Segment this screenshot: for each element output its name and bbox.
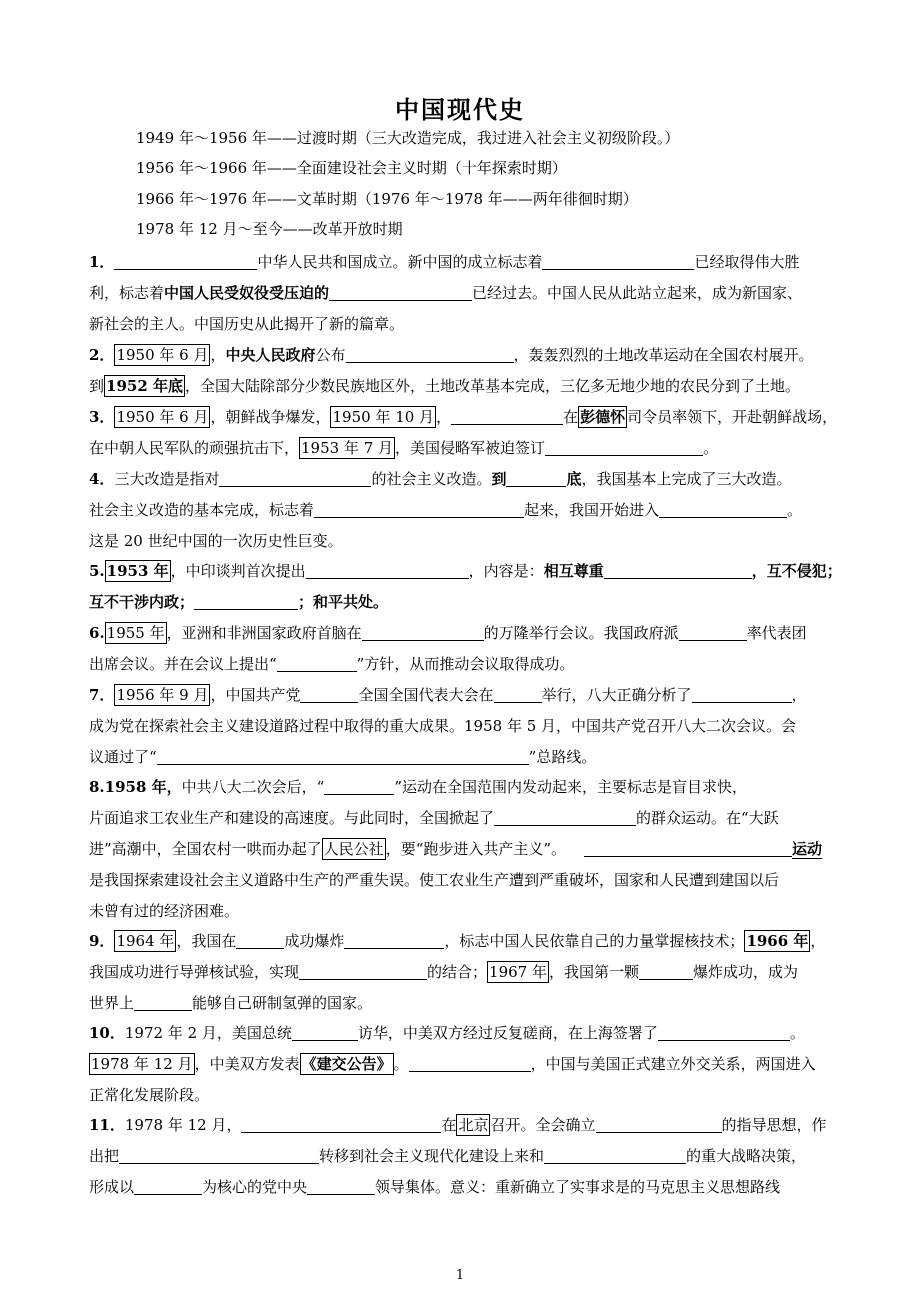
- q2-text: 公布: [315, 346, 346, 364]
- q11-text: 召开。全会确立: [490, 1116, 596, 1134]
- question-2: [89, 340, 849, 402]
- q8-text: 的群众运动。在“大跃: [636, 809, 779, 827]
- q8-bold-text: 运动: [792, 840, 823, 858]
- q11-text: 形成以: [89, 1178, 135, 1196]
- q1-blank-2[interactable]: [542, 252, 694, 270]
- q4-text: 社会主义改造的基本完成，标志着: [89, 501, 315, 519]
- q9-text: ，标志中国人民依靠自己的力量掌握核技术；: [444, 932, 745, 950]
- q5-bold-text: 相互尊重: [543, 562, 604, 580]
- q6-text: 的万隆举行会议。我国政府派: [483, 624, 679, 642]
- q7-blank-3[interactable]: [692, 685, 792, 703]
- q8-boxed-term: 人民公社: [323, 840, 384, 858]
- period-line-4: 1978 年 12 月～至今——改革开放时期: [136, 220, 403, 238]
- q7-text: ，: [791, 686, 807, 704]
- q10-number: 10．: [89, 1024, 125, 1042]
- q9-blank-1[interactable]: [236, 931, 284, 949]
- q10-boxed-term: 《建交公告》: [301, 1055, 392, 1073]
- q3-boxed-date: 1950 年 10 月: [332, 408, 435, 426]
- q3-boxed-name: 彭德怀: [580, 408, 626, 426]
- q4-blank-3[interactable]: [314, 500, 524, 518]
- q7-text: 举行，八大正确分析了: [541, 686, 692, 704]
- q1-text: 已经过去。中国人民从此站立起来，成为新国家、: [472, 284, 803, 302]
- question-6: [89, 618, 849, 680]
- q1-text: 新社会的主人。中国历史从此揭开了新的篇章。: [89, 315, 405, 333]
- q11-number: 11．: [89, 1116, 125, 1134]
- q8-blank-2[interactable]: [494, 808, 636, 826]
- q10-blank-1[interactable]: [292, 1023, 358, 1041]
- q7-blank-1[interactable]: [300, 685, 358, 703]
- question-8: [89, 772, 849, 927]
- question-10: [89, 1018, 849, 1111]
- q9-blank-5[interactable]: [134, 993, 192, 1011]
- q9-number: 9．: [89, 932, 115, 950]
- q9-text: 我国成功进行导弹核试验，实现: [89, 963, 300, 981]
- q6-number: 6.: [89, 624, 105, 642]
- q8-number: 8.1958 年，: [89, 778, 182, 796]
- q11-text: 1978 年 12 月，: [124, 1116, 242, 1134]
- q9-blank-3[interactable]: [299, 962, 427, 980]
- q8-blank-1[interactable]: [324, 777, 394, 795]
- q11-blank-2[interactable]: [596, 1115, 722, 1133]
- question-7: [89, 680, 849, 773]
- q8-text: 是我国探索建设社会主义道路中生产的严重失误。使工农业生产遭到严重破坏，国家和人民遭到建国以后: [89, 871, 780, 889]
- q8-text: ”运动在全国范围内发动起来，主要标志是盲目求快，: [394, 778, 747, 796]
- q4-text: ，我国基本上完成了三大改造。: [581, 470, 792, 488]
- q11-text: 的重大战略决策，: [686, 1147, 807, 1165]
- q9-boxed-date: 1967 年: [489, 963, 547, 981]
- q7-number: 7．: [89, 686, 115, 704]
- q6-blank-1[interactable]: [362, 623, 484, 641]
- q3-text: 司令员率领下，开赴朝鲜战场，: [627, 408, 838, 426]
- q10-text: ，中国与美国正式建立外交关系，两国进入: [530, 1055, 816, 1073]
- q5-bold-text: ，互不侵犯；: [751, 562, 842, 580]
- q5-bold-text: ；和平共处。: [298, 593, 389, 611]
- q1-text: 中华人民共和国成立。新中国的成立标志着: [257, 253, 543, 271]
- q10-blank-2[interactable]: [658, 1023, 790, 1041]
- q2-text: 到: [89, 377, 105, 395]
- q1-blank-1[interactable]: [114, 252, 257, 270]
- q9-blank-4[interactable]: [639, 962, 693, 980]
- q9-blank-2[interactable]: [344, 931, 444, 949]
- q7-text: ，中国共产党: [210, 686, 301, 704]
- q3-text: ，朝鲜战争爆发，: [210, 408, 331, 426]
- q7-text: 议通过了“: [89, 748, 157, 766]
- q8-blank-3[interactable]: [584, 839, 792, 857]
- q7-text: 全国全国代表大会在: [358, 686, 494, 704]
- q10-text: ，中美双方发表: [194, 1055, 300, 1073]
- q4-blank-4[interactable]: [659, 500, 787, 518]
- period-line-3: 1966 年～1976 年——文革时期（1976 年～1978 年——两年徘徊时期）: [136, 190, 638, 208]
- q5-bold-text: 互不干涉内政；: [89, 593, 195, 611]
- q10-text: 正常化发展阶段。: [89, 1086, 210, 1104]
- q6-text: ”方针，从而推动会议取得成功。: [356, 655, 575, 673]
- q1-bold-text: 中国人民受奴役受压迫的: [164, 284, 330, 302]
- q3-text: ，: [436, 408, 452, 426]
- q4-text: 。: [787, 501, 803, 519]
- q5-number: 5.: [89, 562, 105, 580]
- q8-text: ，要“跑步进入共产主义”。: [385, 840, 567, 858]
- q3-blank-2[interactable]: [545, 438, 703, 456]
- q11-text: 在: [441, 1116, 457, 1134]
- q9-text: ，: [810, 932, 826, 950]
- q10-boxed-date: 1978 年 12 月: [91, 1055, 193, 1073]
- q1-number: 1．: [89, 253, 115, 271]
- question-4: [89, 464, 849, 557]
- q3-blank-1[interactable]: [451, 407, 563, 425]
- q10-text: 访华，中美双方经过反复磋商，在上海签署了: [357, 1024, 658, 1042]
- q4-text: 起来，我国开始进入: [524, 501, 660, 519]
- q4-blank-2[interactable]: [506, 469, 566, 487]
- q4-bold-text: 底: [566, 470, 582, 488]
- q5-blank-2[interactable]: [604, 561, 752, 579]
- q9-text: ，我国第一颗: [548, 963, 639, 981]
- q1-text: 已经取得伟大胜: [694, 253, 800, 271]
- q7-boxed-date: 1956 年 9 月: [116, 686, 209, 704]
- q11-text: 领导集体。意义：重新确立了实事求是的马克思主义思想路线: [375, 1178, 781, 1196]
- q11-blank-3[interactable]: [119, 1146, 319, 1164]
- q3-boxed-date: 1953 年 7 月: [301, 439, 394, 457]
- q11-text: 为核心的党中央: [202, 1178, 308, 1196]
- q11-text: 出把: [89, 1147, 120, 1165]
- q7-blank-2[interactable]: [494, 685, 542, 703]
- q7-text: ”总路线。: [528, 748, 597, 766]
- q11-blank-4[interactable]: [544, 1146, 686, 1164]
- q8-text: 未曾有过的经济困难。: [89, 902, 240, 920]
- question-3: [89, 402, 849, 464]
- q6-text: ，亚洲和非洲国家政府首脑在: [166, 624, 362, 642]
- q8-text: 中共八大二次会后，“: [181, 778, 325, 796]
- q4-number: 4．: [89, 470, 115, 488]
- q11-blank-5[interactable]: [134, 1177, 202, 1195]
- q9-text: 能够自己研制氢弹的国家。: [192, 994, 373, 1012]
- q2-bold-text: 中央人民政府: [225, 346, 316, 364]
- question-9: [89, 926, 849, 1019]
- q11-text: 转移到社会主义现代化建设上来和: [319, 1147, 545, 1165]
- q7-text: 成为党在探索社会主义建设道路过程中取得的重大成果。1958 年 5 月，中国共产党召开八大二次会议。会: [89, 717, 797, 735]
- q2-boxed-date: 1950 年 6 月: [116, 346, 209, 364]
- q11-blank-6[interactable]: [307, 1177, 375, 1195]
- page-title: 中国现代史: [395, 96, 525, 124]
- q6-text: 率代表团: [746, 624, 807, 642]
- q11-boxed-place: 北京: [458, 1116, 489, 1134]
- q9-text: 的结合；: [427, 963, 488, 981]
- period-line-2: 1956 年～1966 年——全面建设社会主义时期（十年探索时期）: [136, 159, 567, 177]
- q3-text: 。: [703, 439, 719, 457]
- q3-number: 3．: [89, 408, 115, 426]
- q4-bold-text: 到: [491, 470, 507, 488]
- q6-boxed-date: 1955 年: [106, 624, 165, 642]
- q7-blank-4[interactable]: [157, 747, 529, 765]
- question-1: [89, 247, 849, 340]
- q2-text: ，轰轰烈烈的土地改革运动在全国农村展开。: [513, 346, 814, 364]
- question-5: [89, 556, 849, 618]
- q2-text: ，全国大陆除部分少数民族地区外，土地改革基本完成，三亿多无地少地的农民分到了土地。: [185, 377, 801, 395]
- q11-text: 的指导思想，作: [721, 1116, 827, 1134]
- q1-text: 利，标志着: [89, 284, 165, 302]
- q5-text: ，内容是：: [468, 562, 544, 580]
- q9-text: ，我国在: [176, 932, 237, 950]
- q2-boxed-date: 1952 年底: [106, 377, 183, 395]
- q3-boxed-date: 1950 年 6 月: [116, 408, 209, 426]
- q10-blank-3[interactable]: [409, 1054, 531, 1072]
- q5-blank-1[interactable]: [306, 561, 469, 579]
- q5-boxed-date: 1953 年: [106, 562, 169, 580]
- q2-blank-1[interactable]: [346, 345, 514, 363]
- q11-blank-1[interactable]: [241, 1115, 441, 1133]
- q9-text: 爆炸成功，成为: [693, 963, 799, 981]
- q2-text: ，: [210, 346, 226, 364]
- q10-text: 。: [789, 1024, 805, 1042]
- q2-number: 2．: [89, 346, 115, 364]
- q10-text: 1972 年 2 月，美国总统: [124, 1024, 292, 1042]
- q8-text: 进”高潮中，全国农村一哄而办起了: [89, 840, 322, 858]
- q3-text: ，美国侵略军被迫签订: [395, 439, 546, 457]
- q8-text: 片面追求工农业生产和建设的高速度。与此同时，全国掀起了: [89, 809, 495, 827]
- q9-text: 成功爆炸: [284, 932, 345, 950]
- q9-text: 世界上: [89, 994, 135, 1012]
- q6-blank-3[interactable]: [277, 654, 357, 672]
- period-line-1: 1949 年～1956 年——过渡时期（三大改造完成，我过进入社会主义初级阶段。）: [136, 129, 680, 147]
- q6-text: 出席会议。并在会议上提出“: [89, 655, 277, 673]
- q4-text: 三大改造是指对: [114, 470, 220, 488]
- question-11: [89, 1110, 849, 1203]
- q5-text: ，中印谈判首次提出: [170, 562, 306, 580]
- q3-text: 在: [563, 408, 579, 426]
- page-number: 1: [455, 1268, 465, 1283]
- q9-boxed-date: 1966 年: [746, 932, 809, 950]
- q10-text: 。: [393, 1055, 409, 1073]
- q3-text: 在中朝人民军队的顽强抗击下，: [89, 439, 300, 457]
- q4-blank-1[interactable]: [219, 469, 371, 487]
- q4-text: 的社会主义改造。: [371, 470, 492, 488]
- q4-text: 这是 20 世纪中国的一次历史性巨变。: [89, 532, 343, 550]
- q6-blank-2[interactable]: [679, 623, 747, 641]
- q1-blank-3[interactable]: [329, 283, 472, 301]
- q9-boxed-date: 1964 年: [116, 932, 175, 950]
- q5-blank-3[interactable]: [194, 592, 298, 610]
